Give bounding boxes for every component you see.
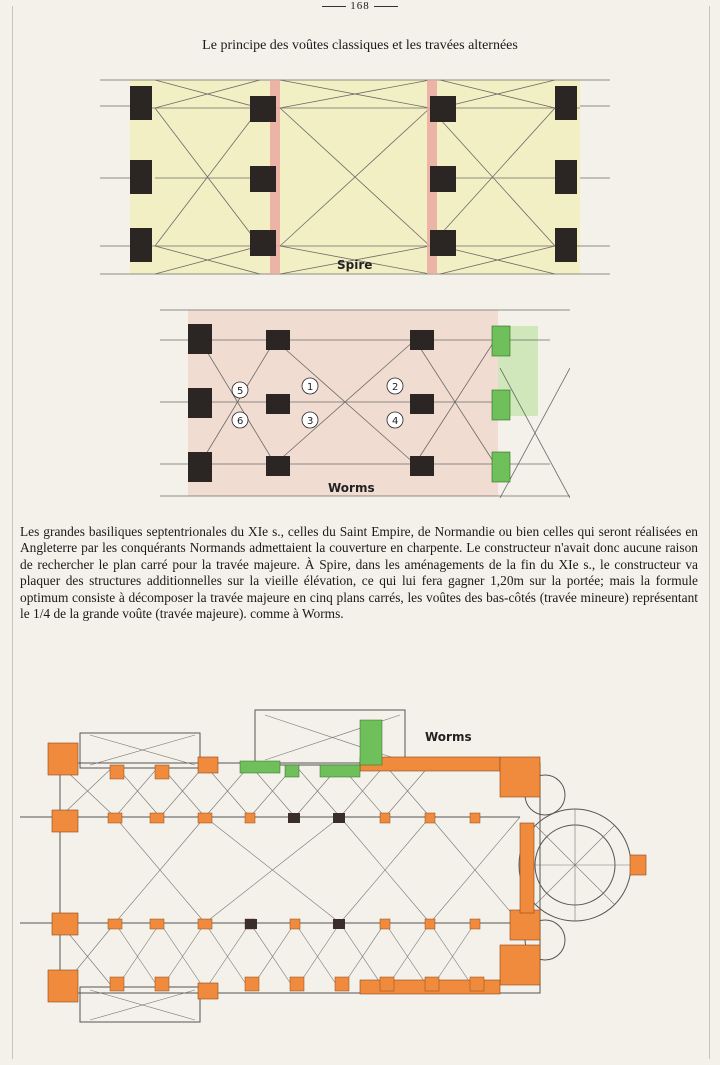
bay-number-3: 3 xyxy=(307,416,314,427)
bay-number-2: 2 xyxy=(392,382,399,393)
page-number-rule-right xyxy=(374,6,398,7)
worms-detail-background xyxy=(188,310,498,496)
bay-number-6: 6 xyxy=(237,416,244,427)
bay-number-1: 1 xyxy=(307,382,314,393)
worms-full-label: Worms xyxy=(425,730,472,744)
worms-detail-label: Worms xyxy=(328,481,375,495)
spire-label: Spire xyxy=(337,258,373,272)
worms-full-orange-walls xyxy=(48,743,646,1002)
body-paragraph: Les grandes basiliques septentrionales du XIe s., celles du Saint Empire, de Normandie ou bien celles qui seront réalisées en Angleterre par les conquérants Normands admettaient la couverture en charpente. Le constructeur n'avait donc aucune raison de rechercher le plan carré pour la travée majeure. À Spire, dans les aménagements de la fin du XIe s., le constructeur va plaquer des structures additionnelles sur la vieille élévation, ce qui lui fera gagner 1,20m sur la portée; mais la formule optimum consiste à décomposer la travée majeure en cinq plans carrés, les voûtes des bas-côtés (travée mineure) représentant le 1/4 de la grande voûte (travée majeure). comme à Worms. xyxy=(20,524,698,622)
worms-full-plan xyxy=(20,705,700,1040)
worms-full-vault-lines xyxy=(60,715,631,1020)
page-number-rule-left xyxy=(322,6,346,7)
figure-title: Le principe des voûtes classiques et les travées alternées xyxy=(202,38,518,53)
page-number-text: 168 xyxy=(350,0,370,12)
worms-full-orange-piers xyxy=(108,765,484,991)
page-number xyxy=(0,0,720,12)
spire-plan xyxy=(100,78,610,278)
bay-number-5: 5 xyxy=(237,386,244,397)
body-text xyxy=(20,524,698,622)
bay-number-4: 4 xyxy=(392,416,399,427)
worms-detail-green-piers xyxy=(492,326,510,482)
worms-detail-plan xyxy=(160,308,570,498)
worms-full-dark-piers xyxy=(245,813,345,929)
